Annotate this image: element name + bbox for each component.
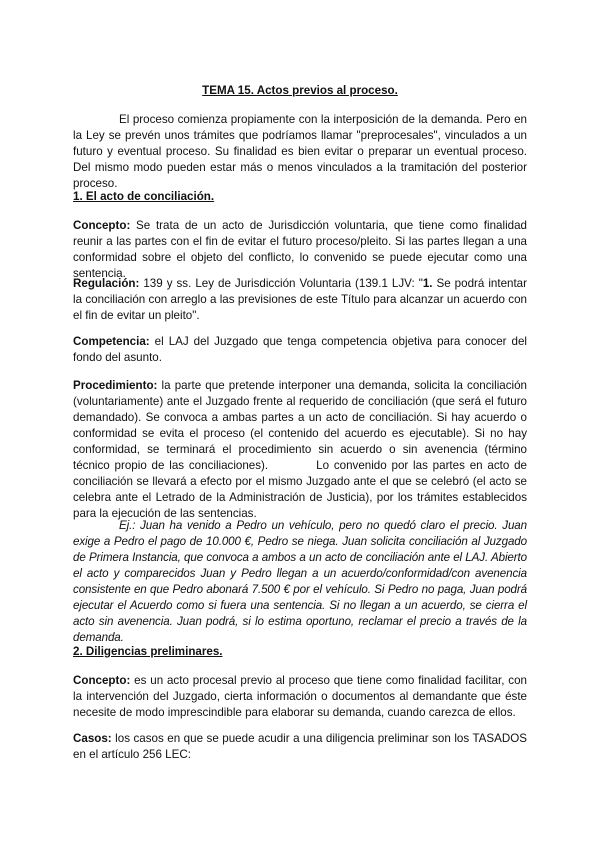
article-number: 1. bbox=[422, 277, 433, 290]
label: Casos: bbox=[73, 732, 112, 745]
paragraph-procedimiento bbox=[73, 378, 527, 522]
text: la parte que pretende interponer una demanda, solicita la conciliación (voluntariamente) ante el Juzgado frente al requerido de conciliación (que será el futuro demandado). Se convoca a ambas partes a un acto de conciliación. Si hay acuerdo o conformidad se evita el proceso (el contenido del acuerdo es ejecutable). Si no hay conformidad, se terminará el procedimiento sin acuerdo o sin avenencia (término técnico propio de las conciliaciones). bbox=[73, 379, 527, 472]
text: Se podrá intentar la conciliación con arreglo a las previsiones de este Título para alcanzar un acuerdo con el fin de evitar un pleito". bbox=[73, 277, 527, 322]
text: Se trata de un acto de Jurisdicción voluntaria, que tiene como finalidad reunir a las partes con el fin de evitar el futuro proceso/pleito. Si las partes llegan a una conformidad sobre el objeto del conflicto, lo convenido se puede ejecutar como una sentencia. bbox=[73, 219, 527, 280]
text: es un acto procesal previo al proceso que tiene como finalidad facilitar, con la intervención del Juzgado, cierta información o documentos al demandante que éste necesite de modo imprescindible para elaborar su demanda, cuando carezca de ellos. bbox=[73, 674, 527, 719]
text: Lo convenido por las partes en acto de conciliación se llevará a efecto por el mismo Juzgado ante el que se celebró (el acto se celebra ante el Letrado de la Administración de Justicia), por los trámites establecidos para la ejecución de las sentencias. bbox=[73, 459, 527, 520]
text: los casos en que se puede acudir a una diligencia preliminar son los TASADOS en el artículo 256 LEC: bbox=[73, 732, 527, 761]
text: el LAJ del Juzgado que tenga competencia objetiva para conocer del fondo del asunto. bbox=[73, 335, 527, 364]
page-title: TEMA 15. Actos previos al proceso. bbox=[202, 84, 398, 97]
paragraph-competencia bbox=[73, 334, 527, 366]
label: Procedimiento: bbox=[73, 379, 158, 392]
label: Competencia: bbox=[73, 335, 150, 348]
section-heading-conciliacion: 1. El acto de conciliación. bbox=[73, 190, 215, 203]
label: Concepto: bbox=[73, 219, 131, 232]
label: Concepto: bbox=[73, 674, 131, 687]
paragraph-concepto-diligencias bbox=[73, 673, 527, 721]
paragraph-casos bbox=[73, 731, 527, 763]
example-paragraph: Ej.: Juan ha venido a Pedro un vehículo, pero no quedó claro el precio. Juan exige a Pedro el pago de 10.000 €, Pedro se niega. Juan solicita conciliación al Juzgado de Primera Instancia, que convoca a ambos a un acto de conciliación ante el LAJ. Abierto el acto y comparecidos Juan y Pedro llegan a un acuerdo/conformidad/con avenencia consistente en que Pedro abonará 7.500 € por el vehículo. Si Pedro no paga, Juan podrá ejecutar el Acuerdo como si fuera una sentencia. Si no llegan a un acuerdo, se cierra el acto sin avenencia. Juan podrá, si lo estima oportuno, reclamar el precio a través de la demanda. bbox=[73, 519, 527, 644]
paragraph-regulacion bbox=[73, 276, 527, 324]
text: 139 y ss. Ley de Jurisdicción Voluntaria (139.1 LJV: " bbox=[139, 277, 423, 290]
section-heading-diligencias: 2. Diligencias preliminares. bbox=[73, 645, 223, 658]
paragraph-concepto bbox=[73, 218, 527, 282]
label: Regulación: bbox=[73, 277, 140, 290]
intro-paragraph: El proceso comienza propiamente con la interposición de la demanda. Pero en la Ley se prevén unos trámites que podríamos llamar "preprocesales", vinculados a un futuro y eventual proceso. Su finalidad es bien evitar o preparar un eventual proceso. Del mismo modo pueden estar más o menos vinculados a la tramitación del posterior proceso. bbox=[73, 113, 527, 190]
